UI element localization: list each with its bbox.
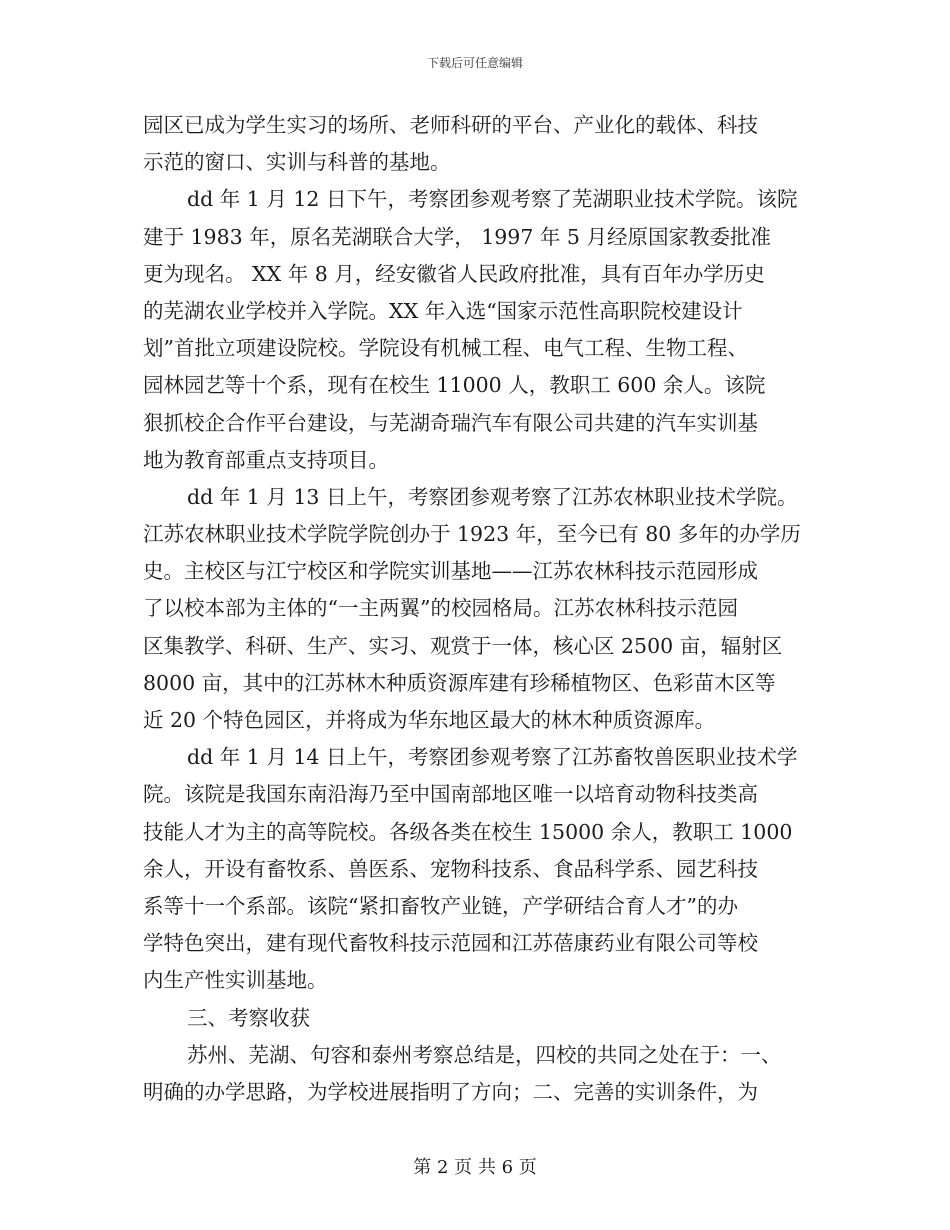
- text-line: 余人，开设有畜牧系、兽医系、宠物科技系、食品科学系、园艺科技: [143, 856, 758, 881]
- text-line: 划”首批立项建设院校。学院设有机械工程、电气工程、生物工程、: [143, 336, 748, 361]
- text-line: 系等十一个系部。该院“紧扣畜牧产业链，产学研结合育人才”的办: [143, 893, 738, 918]
- text-line: 更为现名。 XX 年 8 月，经安徽省人民政府批准，具有百年办学历史: [143, 261, 765, 286]
- paragraph-start-line: dd 年 1 月 14 日上午，考察团参观考察了江苏畜牧兽医职业技术学: [187, 745, 798, 770]
- text-line: 了以校本部为主体的“一主两翼”的校园格局。江苏农林科技示范园: [143, 596, 738, 621]
- text-line: 8000 亩，其中的江苏林木种质资源库建有珍稀植物区、色彩苗木区等: [143, 670, 776, 695]
- section-heading: 三、考察收获: [187, 1005, 310, 1030]
- paragraph-start-line: 苏州、芜湖、句容和泰州考察总结是，四校的共同之处在于：一、: [187, 1042, 782, 1067]
- text-line: 示范的窗口、实训与科普的基地。: [143, 150, 451, 175]
- text-line: 学特色突出，建有现代畜牧科技示范园和江苏蓓康药业有限公司等校: [143, 931, 758, 956]
- document-body: [143, 107, 809, 1111]
- text-line: 院。该院是我国东南沿海乃至中国南部地区唯一以培育动物科技类高: [143, 782, 758, 807]
- text-line: 的芜湖农业学校并入学院。XX 年入选“国家示范性高职院校建设计: [143, 298, 743, 323]
- text-line: 园林园艺等十个系，现有在校生 11000 人，教职工 600 余人。该院: [143, 373, 766, 398]
- text-line: 江苏农林职业技术学院学院创办于 1923 年，至今已有 80 多年的办学历: [143, 522, 801, 547]
- paragraph-start-line: dd 年 1 月 13 日上午，考察团参观考察了江苏农林职业技术学院。: [187, 484, 798, 509]
- text-line: 区集教学、科研、生产、实习、观赏于一体，核心区 2500 亩，辐射区: [143, 633, 783, 658]
- paragraph-start-line: dd 年 1 月 12 日下午，考察团参观考察了芜湖职业技术学院。该院: [187, 187, 798, 212]
- text-line: 明确的办学思路，为学校进展指明了方向；二、完善的实训条件，为: [143, 1079, 758, 1104]
- text-line: 史。主校区与江宁校区和学院实训基地——江苏农林科技示范园形成: [143, 559, 758, 584]
- text-line: 技能人才为主的高等院校。各级各类在校生 15000 余人，教职工 1000: [143, 819, 793, 844]
- text-line: 园区已成为学生实习的场所、老师科研的平台、产业化的载体、科技: [143, 113, 758, 137]
- page-header: 下载后可任意编辑: [426, 56, 523, 70]
- text-line: 狠抓校企合作平台建设，与芜湖奇瑞汽车有限公司共建的汽车实训基: [143, 410, 758, 435]
- text-line: 建于 1983 年，原名芜湖联合大学， 1997 年 5 月经原国家教委批准: [143, 224, 771, 249]
- text-line: 内生产性实训基地。: [143, 968, 328, 993]
- page-number-footer: 第 2 页 共 6 页: [413, 1157, 537, 1178]
- text-line: 近 20 个特色园区，并将成为华东地区最大的林木种质资源库。: [143, 708, 716, 732]
- text-line: 地为教育部重点支持项目。: [143, 447, 389, 472]
